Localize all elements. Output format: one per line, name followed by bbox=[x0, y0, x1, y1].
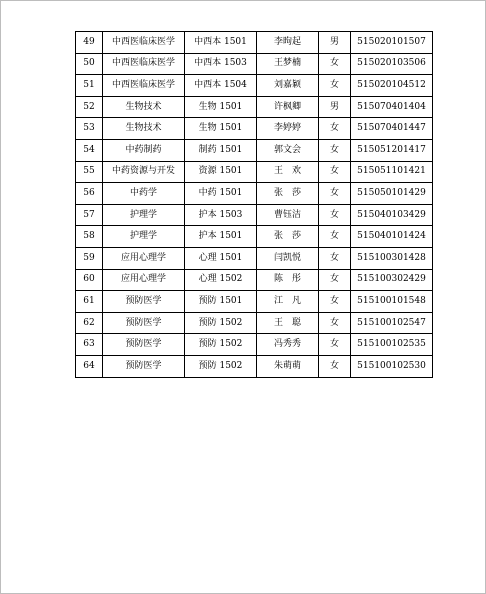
class-cell: 生物 1501 bbox=[185, 118, 257, 140]
student-id-cell: 515020101507 bbox=[351, 32, 433, 54]
table-row bbox=[76, 161, 433, 183]
class-cell: 中西本 1504 bbox=[185, 75, 257, 97]
major-cell: 中药学 bbox=[103, 183, 185, 205]
table-row bbox=[76, 32, 433, 54]
student-id-cell: 515051201417 bbox=[351, 139, 433, 161]
row-number-cell: 55 bbox=[76, 161, 103, 183]
student-id-cell: 515070401404 bbox=[351, 96, 433, 118]
student-id-cell: 515070401447 bbox=[351, 118, 433, 140]
gender-cell: 女 bbox=[319, 118, 351, 140]
major-cell: 中药制药 bbox=[103, 139, 185, 161]
gender-cell: 女 bbox=[319, 53, 351, 75]
gender-cell: 女 bbox=[319, 355, 351, 377]
row-number-cell: 58 bbox=[76, 226, 103, 248]
class-cell: 生物 1501 bbox=[185, 96, 257, 118]
student-name-cell: 李昫起 bbox=[257, 32, 319, 54]
table-row bbox=[76, 53, 433, 75]
student-name-cell: 陈 彤 bbox=[257, 269, 319, 291]
table-row bbox=[76, 96, 433, 118]
table-row bbox=[76, 75, 433, 97]
major-cell: 预防医学 bbox=[103, 312, 185, 334]
class-cell: 预防 1502 bbox=[185, 312, 257, 334]
table-row bbox=[76, 334, 433, 356]
major-cell: 生物技术 bbox=[103, 96, 185, 118]
row-number-cell: 54 bbox=[76, 139, 103, 161]
class-cell: 资源 1501 bbox=[185, 161, 257, 183]
gender-cell: 女 bbox=[319, 291, 351, 313]
major-cell: 中西医临床医学 bbox=[103, 53, 185, 75]
class-cell: 心理 1502 bbox=[185, 269, 257, 291]
table-row bbox=[76, 291, 433, 313]
row-number-cell: 62 bbox=[76, 312, 103, 334]
student-id-cell: 515020103506 bbox=[351, 53, 433, 75]
gender-cell: 女 bbox=[319, 269, 351, 291]
student-id-cell: 515100101548 bbox=[351, 291, 433, 313]
gender-cell: 女 bbox=[319, 183, 351, 205]
class-cell: 心理 1501 bbox=[185, 247, 257, 269]
major-cell: 预防医学 bbox=[103, 291, 185, 313]
student-id-cell: 515040103429 bbox=[351, 204, 433, 226]
gender-cell: 女 bbox=[319, 312, 351, 334]
student-id-cell: 515050101429 bbox=[351, 183, 433, 205]
student-id-cell: 515100301428 bbox=[351, 247, 433, 269]
student-name-cell: 李婷婷 bbox=[257, 118, 319, 140]
row-number-cell: 64 bbox=[76, 355, 103, 377]
roster-body bbox=[76, 32, 433, 378]
student-name-cell: 曹钰洁 bbox=[257, 204, 319, 226]
table-row bbox=[76, 312, 433, 334]
row-number-cell: 60 bbox=[76, 269, 103, 291]
student-id-cell: 515100302429 bbox=[351, 269, 433, 291]
major-cell: 生物技术 bbox=[103, 118, 185, 140]
class-cell: 护本 1501 bbox=[185, 226, 257, 248]
row-number-cell: 63 bbox=[76, 334, 103, 356]
student-name-cell: 刘嘉颖 bbox=[257, 75, 319, 97]
table-row bbox=[76, 226, 433, 248]
class-cell: 中西本 1503 bbox=[185, 53, 257, 75]
gender-cell: 女 bbox=[319, 161, 351, 183]
major-cell: 护理学 bbox=[103, 226, 185, 248]
student-id-cell: 515100102535 bbox=[351, 334, 433, 356]
row-number-cell: 61 bbox=[76, 291, 103, 313]
major-cell: 护理学 bbox=[103, 204, 185, 226]
class-cell: 预防 1501 bbox=[185, 291, 257, 313]
student-id-cell: 515100102547 bbox=[351, 312, 433, 334]
student-name-cell: 张 莎 bbox=[257, 183, 319, 205]
class-cell: 制药 1501 bbox=[185, 139, 257, 161]
major-cell: 中药资源与开发 bbox=[103, 161, 185, 183]
major-cell: 预防医学 bbox=[103, 334, 185, 356]
row-number-cell: 59 bbox=[76, 247, 103, 269]
table-row bbox=[76, 247, 433, 269]
table-row bbox=[76, 355, 433, 377]
gender-cell: 女 bbox=[319, 204, 351, 226]
table-row bbox=[76, 139, 433, 161]
student-roster-table bbox=[75, 31, 433, 378]
major-cell: 中西医临床医学 bbox=[103, 32, 185, 54]
table-row bbox=[76, 118, 433, 140]
class-cell: 预防 1502 bbox=[185, 355, 257, 377]
major-cell: 应用心理学 bbox=[103, 269, 185, 291]
table-row bbox=[76, 269, 433, 291]
major-cell: 预防医学 bbox=[103, 355, 185, 377]
row-number-cell: 52 bbox=[76, 96, 103, 118]
student-id-cell: 515040101424 bbox=[351, 226, 433, 248]
gender-cell: 男 bbox=[319, 96, 351, 118]
gender-cell: 男 bbox=[319, 32, 351, 54]
student-name-cell: 王 聪 bbox=[257, 312, 319, 334]
gender-cell: 女 bbox=[319, 334, 351, 356]
class-cell: 中西本 1501 bbox=[185, 32, 257, 54]
student-name-cell: 张 莎 bbox=[257, 226, 319, 248]
student-name-cell: 王 欢 bbox=[257, 161, 319, 183]
class-cell: 护本 1503 bbox=[185, 204, 257, 226]
class-cell: 预防 1502 bbox=[185, 334, 257, 356]
table-row bbox=[76, 183, 433, 205]
row-number-cell: 57 bbox=[76, 204, 103, 226]
row-number-cell: 51 bbox=[76, 75, 103, 97]
table-row bbox=[76, 204, 433, 226]
student-name-cell: 冯秀秀 bbox=[257, 334, 319, 356]
class-cell: 中药 1501 bbox=[185, 183, 257, 205]
student-name-cell: 王梦楠 bbox=[257, 53, 319, 75]
student-id-cell: 515020104512 bbox=[351, 75, 433, 97]
student-name-cell: 郭文会 bbox=[257, 139, 319, 161]
gender-cell: 女 bbox=[319, 247, 351, 269]
gender-cell: 女 bbox=[319, 226, 351, 248]
row-number-cell: 56 bbox=[76, 183, 103, 205]
student-id-cell: 515051101421 bbox=[351, 161, 433, 183]
student-name-cell: 江 凡 bbox=[257, 291, 319, 313]
student-name-cell: 朱萌萌 bbox=[257, 355, 319, 377]
gender-cell: 女 bbox=[319, 75, 351, 97]
student-id-cell: 515100102530 bbox=[351, 355, 433, 377]
major-cell: 应用心理学 bbox=[103, 247, 185, 269]
row-number-cell: 53 bbox=[76, 118, 103, 140]
student-name-cell: 许枫卿 bbox=[257, 96, 319, 118]
major-cell: 中西医临床医学 bbox=[103, 75, 185, 97]
row-number-cell: 50 bbox=[76, 53, 103, 75]
gender-cell: 女 bbox=[319, 139, 351, 161]
student-name-cell: 闫凯悦 bbox=[257, 247, 319, 269]
row-number-cell: 49 bbox=[76, 32, 103, 54]
